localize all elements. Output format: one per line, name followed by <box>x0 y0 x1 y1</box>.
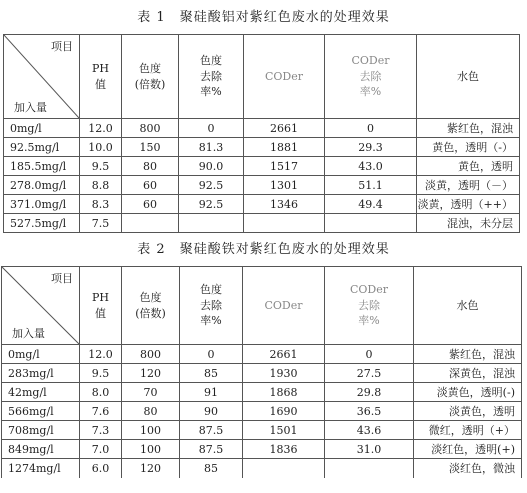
cell-color-degree: 120 <box>122 459 180 478</box>
corner-label-item: 项目 <box>51 272 73 285</box>
corner-label-amount: 加入量 <box>14 101 47 114</box>
cell-coder-removal: 43.6 <box>325 421 414 440</box>
cell-water-color: 黄色，透明（-） <box>417 138 520 157</box>
table1-caption: 表 1 聚硅酸铝对紫红色废水的处理效果 <box>137 10 390 25</box>
cell-color-degree: 80 <box>122 157 179 176</box>
cell-dose: 42mg/l <box>2 383 80 402</box>
cell-water-color: 淡红色，微浊 <box>414 459 522 478</box>
cell-coder-removal <box>325 214 417 233</box>
cell-water-color: 淡黄色，透明(-) <box>414 383 522 402</box>
cell-coder-removal: 29.3 <box>325 138 417 157</box>
cell-color-removal: 87.5 <box>180 440 243 459</box>
cell-color-degree: 70 <box>122 383 180 402</box>
cell-dose: 566mg/l <box>2 402 80 421</box>
cell-color-removal: 85 <box>180 459 243 478</box>
cell-ph: 6.0 <box>80 459 122 478</box>
table-row <box>4 157 520 176</box>
cell-water-color: 淡黄色，透明 <box>414 402 522 421</box>
cell-coder: 1868 <box>243 383 325 402</box>
cell-coder-removal: 31.0 <box>325 440 414 459</box>
table-row <box>2 402 522 421</box>
cell-color-degree: 100 <box>122 440 180 459</box>
cell-color-removal <box>179 214 244 233</box>
cell-coder: 1301 <box>244 176 325 195</box>
cell-dose: 849mg/l <box>2 440 80 459</box>
cell-coder-removal <box>325 459 414 478</box>
cell-water-color: 紫红色，混浊 <box>414 345 522 364</box>
table-row <box>2 421 522 440</box>
table2-caption: 表 2 聚硅酸铁对紫红色废水的处理效果 <box>137 242 390 257</box>
cell-color-removal: 90 <box>180 402 243 421</box>
cell-color-removal: 90.0 <box>179 157 244 176</box>
cell-color-degree: 100 <box>122 421 180 440</box>
cell-color-removal: 0 <box>179 119 244 138</box>
cell-color-degree: 60 <box>122 176 179 195</box>
table-row <box>2 364 522 383</box>
cell-coder-removal: 27.5 <box>325 364 414 383</box>
table-row <box>4 195 520 214</box>
cell-ph: 7.0 <box>80 440 122 459</box>
corner-label-item: 项目 <box>51 40 73 53</box>
cell-ph: 8.3 <box>80 195 122 214</box>
cell-color-removal: 91 <box>180 383 243 402</box>
table-row <box>2 459 522 478</box>
table2-header-row <box>2 267 522 345</box>
cell-water-color: 微红，透明（+） <box>414 421 522 440</box>
table1-header-row <box>4 35 520 119</box>
corner-label-amount: 加入量 <box>12 327 45 340</box>
cell-water-color: 淡红色，透明(+) <box>414 440 522 459</box>
cell-dose: 185.5mg/l <box>4 157 80 176</box>
header-ph: PH 值 <box>80 267 122 345</box>
cell-color-degree: 800 <box>122 119 179 138</box>
table-row <box>2 345 522 364</box>
header-coder-removal: CODer 去除 率% <box>325 35 417 119</box>
cell-color-degree: 800 <box>122 345 180 364</box>
cell-ph: 7.5 <box>80 214 122 233</box>
table-row <box>4 214 520 233</box>
cell-color-removal: 92.5 <box>179 176 244 195</box>
cell-ph: 7.3 <box>80 421 122 440</box>
cell-dose: 371.0mg/l <box>4 195 80 214</box>
cell-dose: 1274mg/l <box>2 459 80 478</box>
header-coder-removal: CODer 去除 率% <box>325 267 414 345</box>
header-ph: PH 值 <box>80 35 122 119</box>
cell-ph: 8.8 <box>80 176 122 195</box>
cell-coder: 2661 <box>243 345 325 364</box>
cell-coder-removal: 51.1 <box>325 176 417 195</box>
cell-coder: 1690 <box>243 402 325 421</box>
table-row <box>2 440 522 459</box>
cell-coder: 2661 <box>244 119 325 138</box>
cell-dose: 278.0mg/l <box>4 176 80 195</box>
cell-coder: 1930 <box>243 364 325 383</box>
table2 <box>1 266 522 478</box>
cell-dose: 0mg/l <box>4 119 80 138</box>
table-row <box>4 138 520 157</box>
cell-coder: 1501 <box>243 421 325 440</box>
table2-corner-header <box>2 267 80 345</box>
header-water-color: 水色 <box>414 267 522 345</box>
cell-ph: 8.0 <box>80 383 122 402</box>
cell-coder-removal: 0 <box>325 119 417 138</box>
cell-water-color: 淡黄，透明（－） <box>417 176 520 195</box>
header-color-removal: 色度 去除 率% <box>179 35 244 119</box>
cell-ph: 12.0 <box>80 345 122 364</box>
cell-color-removal: 87.5 <box>180 421 243 440</box>
cell-ph: 9.5 <box>80 157 122 176</box>
cell-color-removal: 0 <box>180 345 243 364</box>
table-row <box>4 176 520 195</box>
table1 <box>3 34 520 233</box>
cell-dose: 0mg/l <box>2 345 80 364</box>
cell-coder-removal: 0 <box>325 345 414 364</box>
cell-water-color: 淡黄，透明（++） <box>417 195 520 214</box>
header-color-degree: 色度 (倍数) <box>122 35 179 119</box>
cell-color-degree <box>122 214 179 233</box>
cell-coder-removal: 36.5 <box>325 402 414 421</box>
cell-dose: 283mg/l <box>2 364 80 383</box>
cell-ph: 7.6 <box>80 402 122 421</box>
cell-water-color: 黄色，透明 <box>417 157 520 176</box>
cell-ph: 10.0 <box>80 138 122 157</box>
cell-water-color: 紫红色，混浊 <box>417 119 520 138</box>
cell-water-color: 混浊，未分层 <box>417 214 520 233</box>
cell-color-degree: 150 <box>122 138 179 157</box>
cell-ph: 9.5 <box>80 364 122 383</box>
cell-color-removal: 92.5 <box>179 195 244 214</box>
cell-coder <box>243 459 325 478</box>
header-coder: CODer <box>243 267 325 345</box>
cell-coder-removal: 29.8 <box>325 383 414 402</box>
cell-dose: 92.5mg/l <box>4 138 80 157</box>
table-row <box>4 119 520 138</box>
cell-ph: 12.0 <box>80 119 122 138</box>
cell-coder: 1517 <box>244 157 325 176</box>
header-color-removal: 色度 去除 率% <box>180 267 243 345</box>
header-water-color: 水色 <box>417 35 520 119</box>
cell-color-removal: 85 <box>180 364 243 383</box>
cell-coder-removal: 49.4 <box>325 195 417 214</box>
cell-color-degree: 120 <box>122 364 180 383</box>
cell-coder: 1881 <box>244 138 325 157</box>
cell-color-degree: 60 <box>122 195 179 214</box>
cell-dose: 527.5mg/l <box>4 214 80 233</box>
cell-coder: 1346 <box>244 195 325 214</box>
cell-dose: 708mg/l <box>2 421 80 440</box>
header-coder: CODer <box>244 35 325 119</box>
header-color-degree: 色度 (倍数) <box>122 267 180 345</box>
cell-coder-removal: 43.0 <box>325 157 417 176</box>
cell-coder <box>244 214 325 233</box>
table-row <box>2 383 522 402</box>
cell-color-removal: 81.3 <box>179 138 244 157</box>
table1-corner-header <box>4 35 80 119</box>
cell-coder: 1836 <box>243 440 325 459</box>
cell-water-color: 深黄色，混浊 <box>414 364 522 383</box>
cell-color-degree: 80 <box>122 402 180 421</box>
